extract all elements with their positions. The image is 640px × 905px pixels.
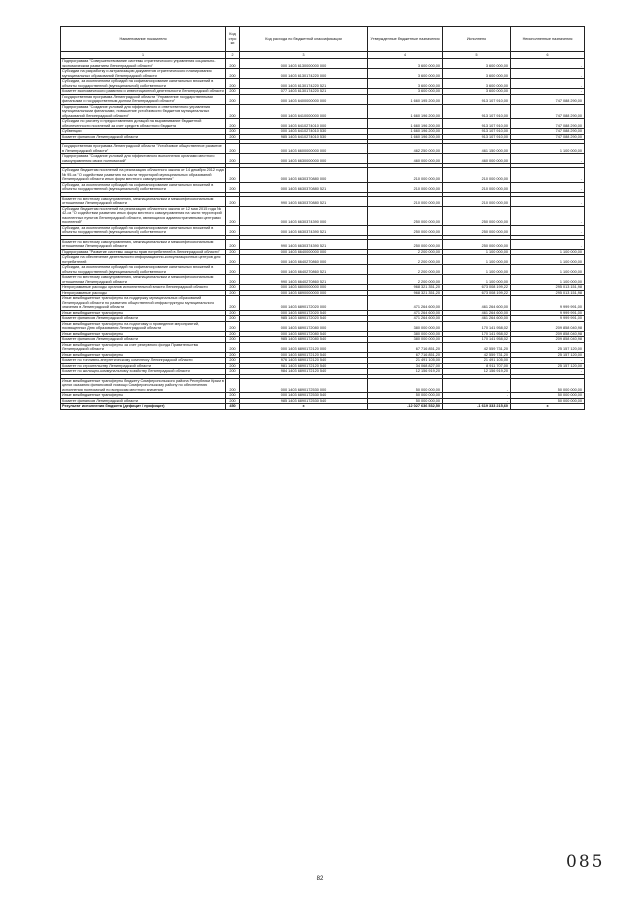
row-name: Иные межбюджетные трансферты [61,393,226,399]
row-executed: 3 600 000,00 [443,59,511,69]
row-line-code: 200 [226,393,240,399]
row-budget-code: 000 1403 6130174220 000 [240,69,368,79]
row-unexecuted: 747 088 290,00 [511,129,585,135]
header-budget-code: Код расхода по бюджетной классификации [240,27,368,52]
row-unexecuted: 295 013 151,98 [511,285,585,291]
row-line-code: 200 [226,290,240,296]
row-budget-code: 000 1403 6890172080 000 [240,321,368,331]
summary-executed: -1 619 333 215,60 [443,404,511,410]
row-line-code: 200 [226,296,240,311]
row-line-code: 200 [226,363,240,369]
row-name: Непрограммные расходы органов исполнительной власти Ленинградской области [61,285,226,291]
row-unexecuted: 9 999 991,00 [511,310,585,316]
row-unexecuted: 747 088 290,00 [511,94,585,104]
column-number: 1 [61,52,226,59]
header-line-code: Код стро ки [226,27,240,52]
row-name: Непрограммные расходы [61,290,226,296]
row-approved: 34 068 827,00 [368,363,443,369]
row-approved: 250 000 000,00 [368,206,443,225]
row-executed: 3 600 000,00 [443,79,511,89]
row-budget-code: 000 1403 6410274010 000 [240,119,368,129]
row-name: Государственная программа Ленинградской области "Управление государственными финансами и государственным долгом Ленинградской области" [61,94,226,104]
table-row [61,321,585,331]
row-approved: 210 000 000,00 [368,196,443,206]
row-approved: 462 250 000,00 [368,144,443,154]
row-line-code: 200 [226,94,240,104]
table-row [61,182,585,192]
row-executed: 250 000 000,00 [443,239,511,249]
row-executed: - [443,398,511,404]
row-name: Иные межбюджетные трансферты [61,352,226,358]
row-executed: 673 008 199,22 [443,290,511,296]
row-line-code: 200 [226,358,240,364]
row-budget-code: 000 1403 6890172020 540 [240,310,368,316]
table-row [61,265,585,275]
row-approved: 968 321 351,20 [368,285,443,291]
row-budget-code: 000 1403 6630374390 521 [240,225,368,235]
row-approved: 2 200 000,00 [368,265,443,275]
row-approved: 210 000 000,00 [368,182,443,192]
row-approved: 67 716 851,20 [368,342,443,352]
budget-execution-table [60,26,585,410]
row-unexecuted: 747 088 290,00 [511,134,585,140]
row-budget-code: 000 1403 6630000000 000 [240,154,368,164]
row-name: Подпрограмма "Создание условий для эффективного и ответственного управления муниципальными финансами, повышение устойчивости бюджетов муниципальных образований Ленинградской области" [61,104,226,119]
row-name: Комитет по местному самоуправлению, межнациональным и межконфессиональным отношениям Ленинградской области [61,239,226,249]
row-line-code: 200 [226,134,240,140]
row-name: Подпрограмма "Создание условий для эффективного выполнения органами местного самоуправления своих полномочий" [61,154,226,164]
row-line-code: 200 [226,89,240,95]
table-row [61,119,585,129]
row-budget-code: 000 1403 6640270860 521 [240,265,368,275]
row-budget-code: 000 1403 6890172020 000 [240,296,368,311]
row-name: Комитет по топливно-энергетическому комплексу Ленинградской области [61,358,226,364]
row-budget-code: 000 1403 6630374390 000 [240,206,368,225]
row-name: Комитет финансов Ленинградской области [61,398,226,404]
row-unexecuted: 25 157 120,00 [511,352,585,358]
row-approved: 1 660 196 200,00 [368,119,443,129]
row-approved: 968 321 351,20 [368,290,443,296]
row-line-code: 200 [226,337,240,343]
row-executed: 461 264 600,00 [443,316,511,322]
row-line-code: 200 [226,154,240,164]
row-line-code: 200 [226,255,240,265]
row-executed: 913 107 910,00 [443,94,511,104]
row-unexecuted: 50 000 000,00 [511,378,585,393]
row-unexecuted: 209 858 040,98 [511,337,585,343]
row-approved: 1 660 196 200,00 [368,104,443,119]
row-budget-code: 981 1403 6890172120 540 [240,363,368,369]
header-name: Наименование показателя [61,27,226,52]
row-unexecuted: - [511,154,585,164]
row-line-code: 200 [226,168,240,183]
row-unexecuted: - [511,89,585,95]
row-line-code: 200 [226,249,240,255]
row-unexecuted: - [511,196,585,206]
row-budget-code: 000 1403 6890172530 000 [240,378,368,393]
row-executed: 1 100 000,00 [443,275,511,285]
row-budget-code: 000 1403 6890172530 540 [240,393,368,399]
row-line-code: 200 [226,129,240,135]
row-line-code: 200 [226,369,240,375]
row-approved: 2 200 000,00 [368,275,443,285]
row-executed: 210 000 000,00 [443,182,511,192]
column-number: 3 [240,52,368,59]
page-number: 82 [316,876,324,882]
row-unexecuted: 295 013 151,98 [511,290,585,296]
table-row [61,154,585,164]
column-number: 6 [511,52,585,59]
row-approved: 1 660 195 200,00 [368,94,443,104]
row-name: Комитет по строительству Ленинградской области [61,363,226,369]
row-name: Иные межбюджетные трансферты на подготовку и проведение мероприятий, посвященных Дню образования Ленинградской области [61,321,226,331]
row-unexecuted: 747 088 290,00 [511,119,585,129]
row-line-code: 200 [226,321,240,331]
row-unexecuted: - [511,358,585,364]
row-line-code: 200 [226,342,240,352]
row-line-code: 200 [226,285,240,291]
row-line-code: 200 [226,119,240,129]
row-line-code: 200 [226,310,240,316]
row-executed: 460 000 000,00 [443,154,511,164]
row-executed: 170 141 958,02 [443,321,511,331]
row-name: Субсидии на разработку и актуализацию документов стратегического планирования муниципальных образований Ленинградской области [61,69,226,79]
row-executed: 12 156 919,20 [443,369,511,375]
row-approved: 2 200 000,00 [368,255,443,265]
row-budget-code: 000 1403 6410000000 000 [240,104,368,119]
summary-unexecuted: x [511,404,585,410]
row-approved: 471 264 600,00 [368,316,443,322]
row-executed: - [443,393,511,399]
header-approved: Утвержденные бюджетные назначения [368,27,443,52]
row-name: Субсидии на обеспечение деятельности информационно-консультационных центров для потребителей [61,255,226,265]
column-number: 4 [368,52,443,59]
row-executed: 250 000 000,00 [443,206,511,225]
table-row [61,239,585,249]
table-row [61,358,585,364]
row-line-code: 200 [226,331,240,337]
row-line-code: 200 [226,104,240,119]
column-number: 5 [443,52,511,59]
row-unexecuted: 209 858 040,98 [511,321,585,331]
row-approved: 3 600 000,00 [368,89,443,95]
row-budget-code: 000 1403 6130174220 521 [240,79,368,89]
row-executed: 673 008 199,22 [443,285,511,291]
row-executed: 461 264 600,00 [443,310,511,316]
row-budget-code: 000 1403 6400000000 000 [240,94,368,104]
row-approved: 50 000 000,00 [368,393,443,399]
row-unexecuted: 1 100 000,00 [511,255,585,265]
row-unexecuted: - [511,168,585,183]
row-executed: 1 100 000,00 [443,249,511,255]
row-line-code: 200 [226,265,240,275]
row-name: Комитет по жилищно-коммунальному хозяйству Ленинградской области [61,369,226,375]
row-name: Субсидии по расчету и предоставлению дотаций на выравнивание бюджетной обеспеченности поселений за счет средств областного бюджета [61,119,226,129]
row-line-code: 200 [226,316,240,322]
row-name: Субсидии, за исключением субсидий на софинансирование капитальных вложений в объекты государственной (муниципальной) собственности [61,182,226,192]
row-approved: 471 264 600,00 [368,296,443,311]
table-row [61,285,585,291]
table-row [61,94,585,104]
row-unexecuted: 1 100 000,00 [511,275,585,285]
table-row [61,79,585,89]
row-line-code: 200 [226,196,240,206]
row-approved: 380 000 000,00 [368,331,443,337]
row-name: Иные межбюджетные трансферты за счет резервного фонда Правительства Ленинградской области [61,342,226,352]
row-line-code: 200 [226,79,240,89]
row-unexecuted: 1 100 000,00 [511,265,585,275]
row-executed: 170 141 958,02 [443,337,511,343]
row-budget-code: 985 1403 6890172080 540 [240,337,368,343]
row-executed: 42 559 731,20 [443,342,511,352]
row-executed: - [443,378,511,393]
row-unexecuted: 25 157 120,00 [511,363,585,369]
row-approved: 250 000 000,00 [368,225,443,235]
table-row [61,275,585,285]
row-approved: 50 000 000,00 [368,378,443,393]
row-executed: 461 150 000,00 [443,144,511,154]
row-budget-code: 000 1403 6640270860 000 [240,255,368,265]
row-budget-code: 984 1403 6890172120 540 [240,369,368,375]
row-approved: 3 600 000,00 [368,79,443,89]
table-row [61,378,585,393]
row-name: Субсидии, за исключением субсидий на софинансирование капитальных вложений в объекты государственной (муниципальной) собственности [61,79,226,89]
row-budget-code: 000 1403 6800000000 000 [240,285,368,291]
table-row [61,255,585,265]
row-line-code: 200 [226,59,240,69]
row-approved: 471 264 600,00 [368,310,443,316]
row-budget-code: 985 1403 6890172020 540 [240,316,368,322]
table-row [61,296,585,311]
summary-approved: -12 027 636 532,50 [368,404,443,410]
row-executed: 170 141 958,02 [443,331,511,337]
table-row [61,249,585,255]
row-executed: 250 000 000,00 [443,225,511,235]
row-approved: 3 600 000,00 [368,59,443,69]
row-budget-code: 000 1403 6130000000 000 [240,59,368,69]
row-line-code: 200 [226,144,240,154]
table-row [61,104,585,119]
table-row [61,196,585,206]
row-unexecuted: - [511,369,585,375]
summary-name: Результат исполнения бюджета (дефицит / профицит) [61,404,226,410]
row-name: Иные межбюджетные трансферты [61,331,226,337]
row-approved: 3 600 000,00 [368,69,443,79]
row-executed: 210 000 000,00 [443,196,511,206]
row-budget-code: 000 1403 6890172120 000 [240,342,368,352]
row-approved: 210 000 000,00 [368,168,443,183]
summary-line-code: 450 [226,404,240,410]
row-name: Субсидии бюджетам поселений на реализацию областного закона от 14 декабря 2012 года № 95-оз "О содействии развитию на части территорий муниципальных образований Ленинградской области иных форм местного самоуправления" [62,168,224,181]
row-budget-code: 000 1403 6890172080 540 [240,331,368,337]
row-executed: 913 107 910,00 [443,134,511,140]
row-line-code: 200 [226,352,240,358]
table-row [61,89,585,95]
row-line-code: 200 [226,69,240,79]
row-name: Государственная программа Ленинградской области "Устойчивое общественное развитие в Ленинградской области" [61,144,226,154]
row-unexecuted: 50 000 000,00 [511,398,585,404]
row-name: Субсидии, за исключением субсидий на софинансирование капитальных вложений в объекты государственной (муниципальной) собственности [61,225,226,235]
row-name: Комитет финансов Ленинградской области [61,134,226,140]
row-name: Субсидии, за исключением субсидий на софинансирование капитальных вложений в объекты государственной (муниципальной) собственности [61,265,226,275]
row-approved: 67 716 851,20 [368,352,443,358]
row-budget-code: 000 1403 6630370880 521 [240,182,368,192]
row-budget-code: 990 1403 6630370880 521 [240,196,368,206]
table-row [61,225,585,235]
table-row [61,69,585,79]
row-approved: 21 491 105,00 [368,358,443,364]
summary-row [61,404,585,410]
row-name: Субсидии бюджетам поселений на реализацию областного закона от 12 мая 2015 года № 42-оз "О содействии развитию иных форм местного самоуправления на части территорий населенных пунктов Ленинградской области, являющихся административными центрами поселений" [61,206,226,225]
row-budget-code: 077 1403 6130174220 521 [240,89,368,95]
row-line-code: 200 [226,206,240,225]
row-unexecuted: 1 100 000,00 [511,144,585,154]
row-line-code: 200 [226,182,240,192]
row-name: Иные межбюджетные трансферты на поддержку муниципальных образований Ленинградской области по развитию общественной инфраструктуры муниципального значения в Ленинградской области [61,296,226,311]
row-executed: 210 000 000,00 [443,168,511,183]
row-line-code: 200 [226,239,240,249]
row-name: Иные межбюджетные трансферты бюджету Симферопольского района Республики Крым в целях оказания финансовой помощи Симферопольскому району по обеспечению исполнения полномочий по вопросам местного значения [62,378,224,392]
row-unexecuted: - [511,79,585,89]
row-budget-code: 000 1403 6890172120 540 [240,352,368,358]
row-budget-code: 990 1403 6630374390 521 [240,239,368,249]
row-budget-code: 976 1403 6890172120 540 [240,358,368,364]
row-unexecuted: 50 000 000,00 [511,393,585,399]
row-line-code: 200 [226,398,240,404]
row-unexecuted: 25 157 120,00 [511,342,585,352]
row-unexecuted: 9 999 991,00 [511,316,585,322]
table-row [61,59,585,69]
row-budget-code: 990 1403 6640270860 521 [240,275,368,285]
row-unexecuted: 1 100 000,00 [511,249,585,255]
row-approved: 50 000 000,00 [368,398,443,404]
row-approved: 460 000 000,00 [368,154,443,164]
row-unexecuted: - [511,206,585,225]
row-line-code: 200 [226,378,240,393]
row-budget-code: 000 1403 6600000000 000 [240,144,368,154]
row-name: Субвенции [61,129,226,135]
row-unexecuted: 209 858 040,98 [511,331,585,337]
row-name: Комитет финансов Ленинградской области [61,337,226,343]
row-approved: 1 660 196 200,00 [368,129,443,135]
column-number-row [61,52,585,59]
row-executed: 913 107 910,00 [443,119,511,129]
row-budget-code: 000 1403 6630370880 000 [240,168,368,183]
table-row [61,168,585,183]
row-approved: 250 000 000,00 [368,239,443,249]
row-executed: 1 100 000,00 [443,255,511,265]
row-executed: 913 107 910,00 [443,129,511,135]
row-budget-code: 985 1403 6410274010 530 [240,134,368,140]
row-budget-code: 985 1403 6890172530 540 [240,398,368,404]
row-name: Иные межбюджетные трансферты [61,310,226,316]
row-budget-code: 000 1403 6410274010 530 [240,129,368,135]
row-approved: 1 660 196 200,00 [368,134,443,140]
row-line-code: 200 [226,225,240,235]
table-row [61,144,585,154]
row-executed: 3 600 000,00 [443,89,511,95]
table-row [61,206,585,225]
row-unexecuted: - [511,239,585,249]
row-name: Комитет по местному самоуправлению, межнациональным и межконфессиональным отношениям Ленинградской области [61,275,226,285]
row-name: Подпрограмма "Развитие системы защиты прав потребителей в Ленинградской области" [61,249,226,255]
row-name: Комитет по местному самоуправлению, межнациональным и межконфессиональным отношениям Ленинградской области [61,196,226,206]
table-row [61,369,585,375]
row-executed: 1 100 000,00 [443,265,511,275]
row-unexecuted: 9 999 991,00 [511,296,585,311]
report-sheet [60,26,584,410]
row-executed: 3 600 000,00 [443,69,511,79]
table-row [61,342,585,352]
header-executed: Исполнено [443,27,511,52]
summary-budget-code: x [240,404,368,410]
table-row [61,363,585,369]
row-budget-code: 000 1403 6890000000 000 [240,290,368,296]
row-approved: 380 000 000,00 [368,337,443,343]
row-executed: 8 911 707,00 [443,363,511,369]
row-approved: 380 000 000,00 [368,321,443,331]
row-executed: 21 491 105,00 [443,358,511,364]
row-executed: 913 107 910,00 [443,104,511,119]
row-name: Комитет финансов Ленинградской области [61,316,226,322]
row-approved: 2 200 000,00 [368,249,443,255]
header-row [61,27,585,52]
handwritten-page-stamp: 085 [566,852,605,872]
column-number: 2 [226,52,240,59]
row-budget-code: 000 1403 6640000000 000 [240,249,368,255]
row-unexecuted: 747 088 290,00 [511,104,585,119]
header-unexecuted: Неисполненные назначения [511,27,585,52]
row-name: Комитет экономического развития и инвестиционной деятельности Ленинградской области [62,89,224,93]
table-body [61,59,585,404]
row-executed: 42 559 731,20 [443,352,511,358]
row-name: Подпрограмма "Совершенствование системы стратегического управления социально-экономическим развитием Ленинградской области" [61,59,226,69]
row-unexecuted: - [511,59,585,69]
row-unexecuted: - [511,225,585,235]
row-unexecuted: - [511,182,585,192]
row-approved: 12 156 919,20 [368,369,443,375]
row-line-code: 200 [226,275,240,285]
row-unexecuted: - [511,69,585,79]
row-executed: 461 264 600,00 [443,296,511,311]
